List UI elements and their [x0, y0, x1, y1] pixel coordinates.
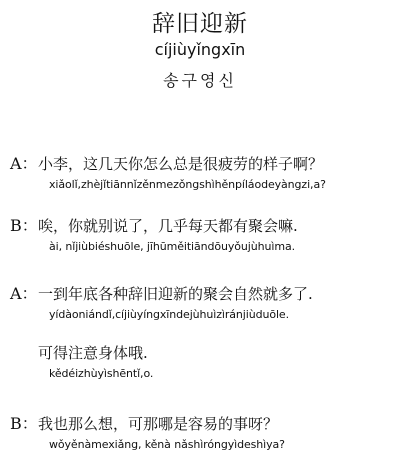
pinyin-text: kědéizhùyìshēntǐ,o.	[49, 367, 154, 380]
chinese-text: 小李，这几天你怎么总是很疲劳的样子啊？	[38, 155, 324, 173]
title-pinyin: cíjiùyǐngxīn	[154, 40, 246, 59]
chinese-text: 可得注意身体哦.	[38, 344, 148, 362]
chinese-text: 我也那么想，可那哪是容易的事呀？	[38, 415, 279, 433]
pinyin-text: xiǎolǐ,zhèjǐtiānnǐzěnmezǒngshìhěnpíláodeyàngzi,a?	[49, 178, 326, 191]
chinese-text: 唉，你就别说了，几乎每天都有聚会嘛.	[38, 217, 298, 235]
document-header	[0, 10, 400, 91]
pinyin-text: wǒyěnàmexiǎng, kěnà nǎshìróngyìdeshìya?	[49, 438, 285, 451]
pinyin-text: ài, nǐjiùbiéshuōle, jīhūměitiāndōuyǒujùhuìma.	[49, 240, 295, 253]
title-hanzi: 辞旧迎新	[152, 11, 248, 37]
speaker-label: B：	[10, 216, 38, 235]
pinyin-text: yídàoniándǐ,cíjiùyíngxīndejùhuìzìránjiùduōle.	[49, 308, 289, 321]
speaker-label: A：	[10, 284, 38, 303]
chinese-text: 一到年底各种辞旧迎新的聚会自然就多了.	[38, 285, 313, 303]
speaker-label: A：	[10, 154, 38, 173]
speaker-label: B：	[10, 414, 38, 433]
title-korean: 송구영신	[163, 71, 237, 90]
